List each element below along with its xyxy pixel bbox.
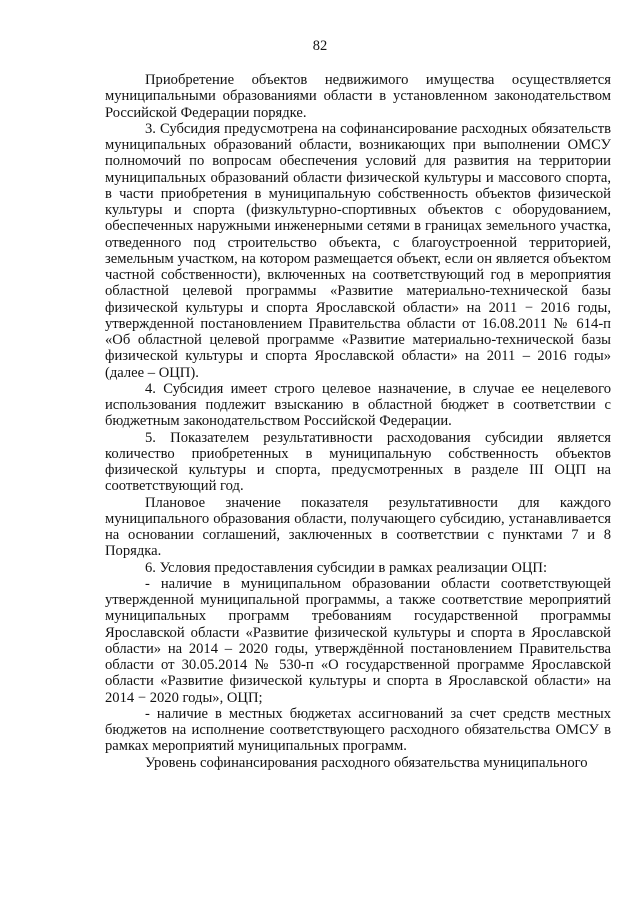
paragraph-item-5: 5. Показателем результативности расходования субсидии является количество приобретенных в муниципальную собственность объектов физической культуры и спорта, предусмотренных в разделе III ОЦП на соответствующий год.	[105, 429, 611, 495]
paragraph-cofinancing-level: Уровень софинансирования расходного обязательства муниципального	[145, 754, 588, 771]
paragraph-item-6-heading: 6. Условия предоставления субсидии в рамках реализации ОЦП:	[145, 559, 547, 576]
page-number: 82	[312, 38, 328, 54]
paragraph-condition-program: - наличие в муниципальном образовании области соответствующей утвержденной муниципальной программы, а также соответствие мероприятий муниципальных программ требованиям государственной программы Ярославской области «Развитие физической культуры и спорта в Ярославской области» на 2014 – 2020 годы, утверждённой постановлением Правительства области от 30.05.2014 № 530-п «О государственной программе Ярославской области «Развитие физической культуры и спорта в Ярославской области» на 2014 − 2020 годы», ОЦП;	[105, 575, 611, 706]
paragraph-planned-value: Плановое значение показателя результативности для каждого муниципального образования области, получающего субсидию, устанавливается на основании соглашений, заключенных в соответствии с пунктами 7 и 8 Порядка.	[105, 494, 611, 560]
paragraph-condition-budget: - наличие в местных бюджетах ассигнований за счет средств местных бюджетов на исполнение соответствующего расходного обязательства ОМСУ в рамках мероприятий муниципальных программ.	[105, 705, 611, 755]
document-body	[105, 72, 611, 771]
paragraph-item-3: 3. Субсидия предусмотрена на софинансирование расходных обязательств муниципальных образований области, возникающих при выполнении ОМСУ полномочий по вопросам обеспечения условий для развития на территории муниципальных образований области физической культуры и массового спорта, в части приобретения в муниципальную собственность объектов физической культуры и спорта (физкультурно-спортивных объектов с оборудованием, обеспеченных наружными инженерными сетями в границах земельного участка, отведенного под строительство объекта, с благоустроенной территорией, земельным участком, на котором размещается объект, если он является объектом частной собственности), включенных на соответствующий год в мероприятия областной целевой программы «Развитие материально-технической базы физической культуры и спорта Ярославской области» на 2011 − 2016 годы, утвержденной постановлением Правительства области от 16.08.2011 № 614-п «Об областной целевой программе «Развитие материально-технической базы физической культуры и спорта Ярославской области» на 2011 – 2016 годы» (далее – ОЦП).	[105, 120, 611, 381]
paragraph-property-acquisition: Приобретение объектов недвижимого имущества осуществляется муниципальными образованиями области в установленном законодательством Российской Федерации порядке.	[105, 72, 611, 121]
paragraph-item-4: 4. Субсидия имеет строго целевое назначение, в случае ее нецелевого использования подлежит взысканию в областной бюджет в соответствии с бюджетным законодательством Российской Федерации.	[105, 380, 611, 430]
